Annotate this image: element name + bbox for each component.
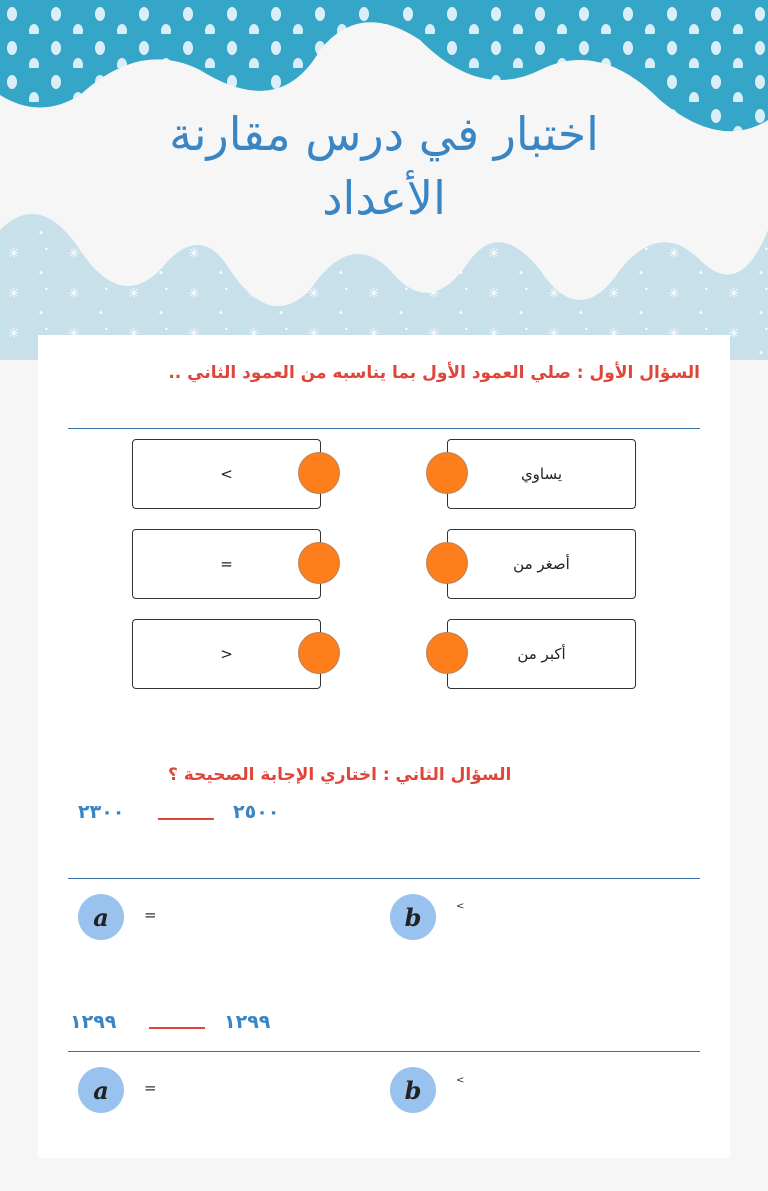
option-a-button[interactable]: a bbox=[78, 1067, 124, 1113]
connector-dot[interactable] bbox=[298, 452, 340, 494]
match-right-item[interactable]: أصغر من bbox=[447, 529, 636, 599]
quiz-sheet bbox=[38, 335, 730, 1158]
match-left-item[interactable]: > bbox=[132, 619, 321, 689]
answer-blank bbox=[149, 1027, 205, 1029]
question-1-prompt: السؤال الأول : صلي العمود الأول بما يناسبه من العمود الثاني .. bbox=[168, 363, 700, 383]
option-b-value: < bbox=[456, 901, 465, 912]
left-number: ٢٣٠٠ bbox=[78, 801, 125, 823]
connector-dot[interactable] bbox=[426, 542, 468, 584]
option-a-value: = bbox=[144, 1079, 157, 1097]
match-right-item[interactable]: يساوي bbox=[447, 439, 636, 509]
right-number: ١٢٩٩ bbox=[224, 1011, 271, 1033]
connector-dot[interactable] bbox=[426, 632, 468, 674]
header-banner bbox=[0, 0, 768, 360]
match-left-item[interactable]: < bbox=[132, 439, 321, 509]
question-2-prompt: السؤال الثاني : اختاري الإجابة الصحيحة ؟ bbox=[168, 765, 512, 785]
option-b-button[interactable]: b bbox=[390, 894, 436, 940]
divider bbox=[68, 428, 700, 429]
option-a-button[interactable]: a bbox=[78, 894, 124, 940]
connector-dot[interactable] bbox=[298, 542, 340, 584]
divider bbox=[68, 878, 700, 879]
divider bbox=[68, 1051, 700, 1052]
match-right-item[interactable]: أكبر من bbox=[447, 619, 636, 689]
answer-blank bbox=[158, 818, 214, 820]
connector-dot[interactable] bbox=[298, 632, 340, 674]
connector-dot[interactable] bbox=[426, 452, 468, 494]
right-number: ٢٥٠٠ bbox=[233, 801, 280, 823]
left-number: ١٢٩٩ bbox=[70, 1011, 117, 1033]
option-a-value: = bbox=[144, 906, 157, 924]
option-b-button[interactable]: b bbox=[390, 1067, 436, 1113]
page-title: اختبار في درس مقارنة الأعداد bbox=[169, 107, 599, 225]
match-left-item[interactable]: = bbox=[132, 529, 321, 599]
option-b-value: < bbox=[456, 1075, 465, 1086]
